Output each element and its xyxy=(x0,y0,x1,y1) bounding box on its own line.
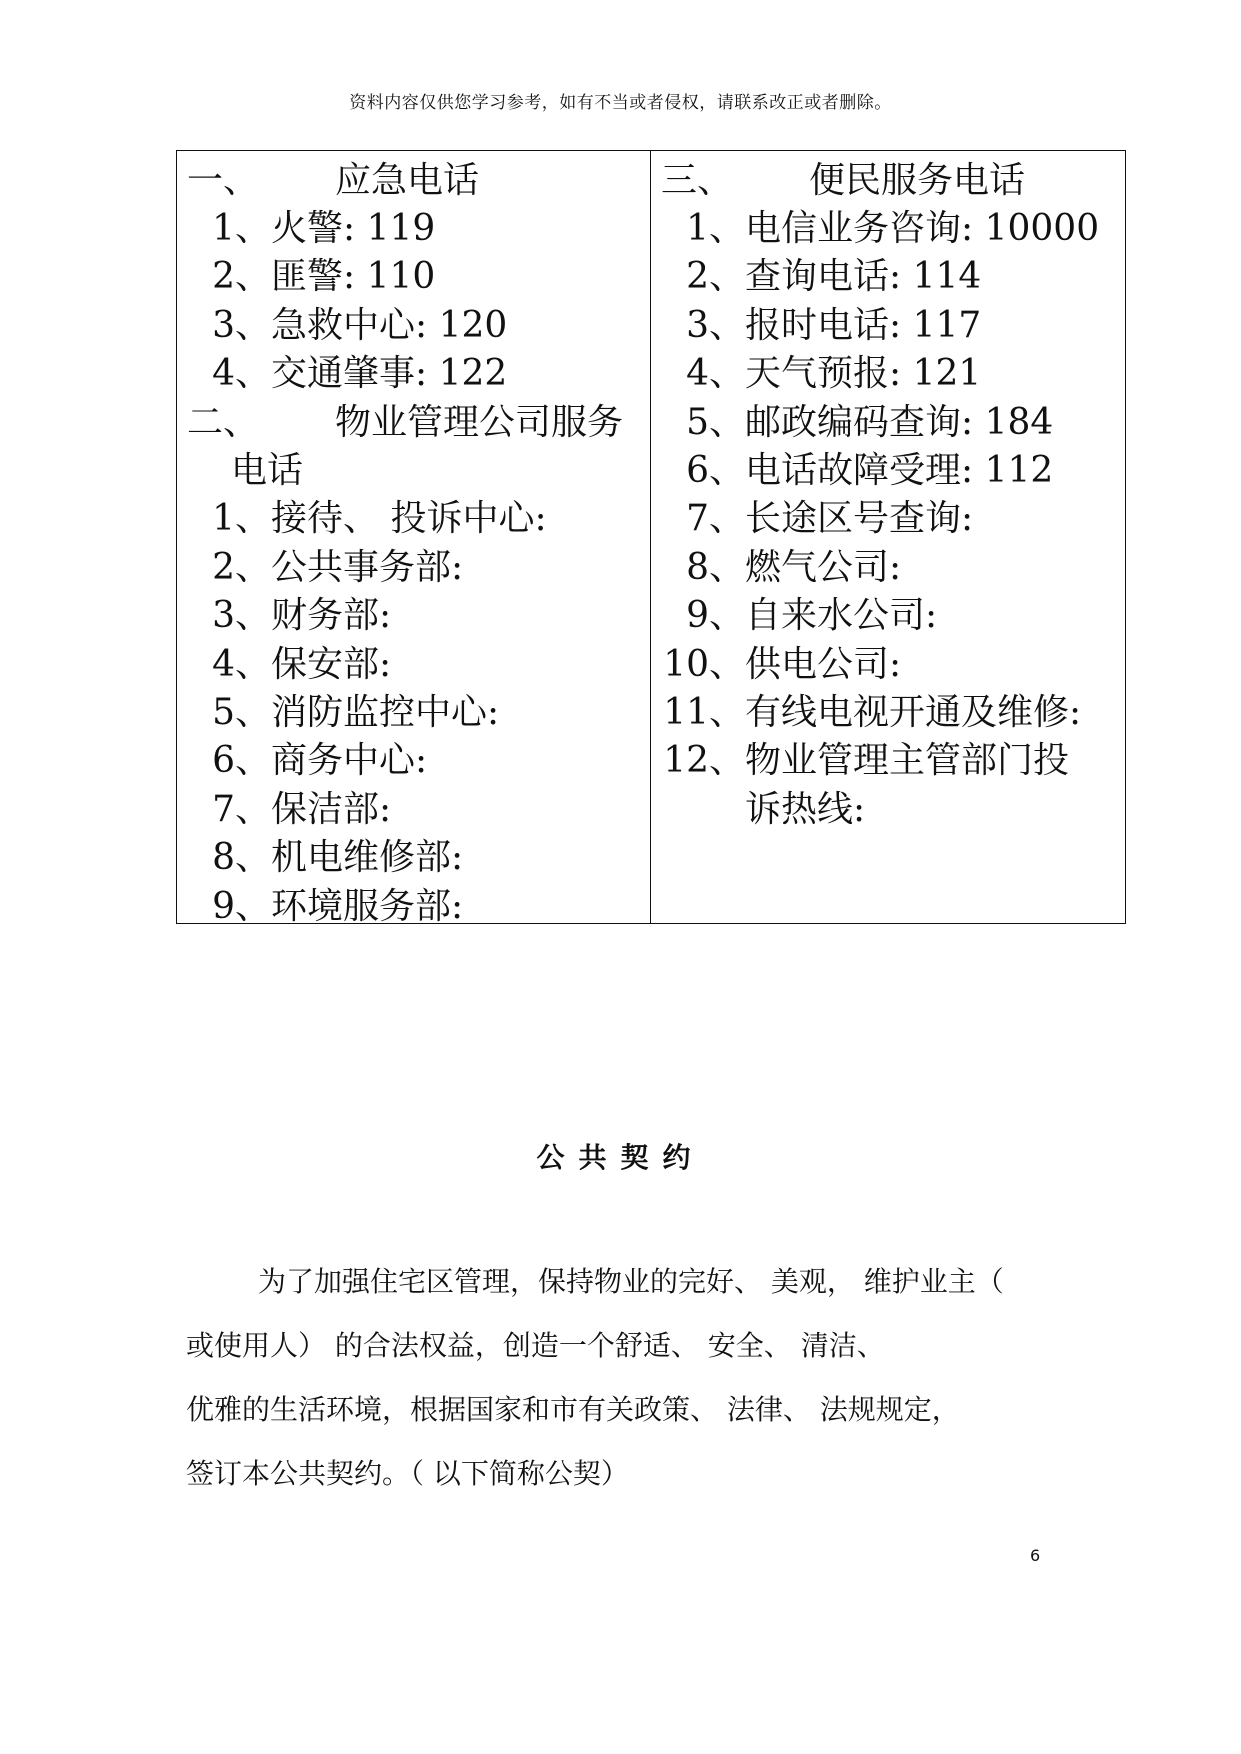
item-text: 匪警: 110 xyxy=(271,256,436,298)
item-text-cont: 诉热线: xyxy=(745,788,866,830)
section-heading-public-services xyxy=(651,153,1125,201)
item-number: 9、 xyxy=(212,885,271,927)
item-text: 天气预报: 121 xyxy=(745,353,982,395)
item-text: 急救中心: 120 xyxy=(271,304,508,346)
item-number: 4、 xyxy=(212,643,271,685)
item-number: 2、 xyxy=(212,256,271,298)
item-text: 有线电视开通及维修: xyxy=(745,692,1082,733)
list-item xyxy=(651,201,1125,249)
item-text: 财务部: xyxy=(271,595,392,637)
item-number: 7、 xyxy=(212,788,271,830)
phone-directory-table xyxy=(176,150,1126,927)
list-item xyxy=(651,298,1125,346)
item-number: 6、 xyxy=(212,740,271,782)
item-number: 5、 xyxy=(212,692,271,733)
list-item xyxy=(651,540,1125,588)
item-number: 9、 xyxy=(686,595,745,637)
item-text: 物业管理主管部门投 xyxy=(745,740,1070,782)
item-number: 8、 xyxy=(212,837,271,879)
item-text: 交通肇事: 122 xyxy=(271,353,508,395)
list-item xyxy=(177,540,650,588)
list-item xyxy=(177,685,650,733)
list-item xyxy=(651,250,1125,298)
item-number: 3、 xyxy=(212,304,271,346)
list-item xyxy=(651,347,1125,395)
item-number: 10、 xyxy=(663,643,745,685)
item-number: 11、 xyxy=(663,692,745,733)
list-item xyxy=(651,395,1125,443)
item-text: 查询电话: 114 xyxy=(745,256,982,298)
list-item xyxy=(177,201,650,249)
item-text: 环境服务部: xyxy=(271,885,464,927)
paragraph-line: 为了加强住宅区管理，保持物业的完好、 美观， 维护业主（ xyxy=(258,1265,1004,1298)
list-item-continuation xyxy=(651,782,1125,830)
section-number: 一、 xyxy=(187,159,260,201)
list-item xyxy=(177,298,650,346)
item-text: 自来水公司: xyxy=(745,595,938,637)
item-text: 消防监控中心: xyxy=(271,692,500,733)
item-number: 12、 xyxy=(663,740,745,782)
item-text: 保安部: xyxy=(271,643,392,685)
item-text: 电话故障受理: 112 xyxy=(745,450,1054,492)
list-item xyxy=(651,734,1125,782)
list-item xyxy=(651,443,1125,491)
item-text: 机电维修部: xyxy=(271,837,464,879)
list-item xyxy=(177,589,650,637)
list-item xyxy=(177,347,650,395)
paragraph-line: 签订本公共契约。（ 以下简称公契） xyxy=(186,1457,629,1490)
section-title-continuation xyxy=(177,443,650,491)
list-item xyxy=(177,879,650,927)
item-text: 公共事务部: xyxy=(271,546,464,588)
item-text: 火警: 119 xyxy=(271,208,436,250)
item-text: 邮政编码查询: 184 xyxy=(745,401,1054,443)
list-item xyxy=(177,250,650,298)
item-number: 3、 xyxy=(686,304,745,346)
item-text: 接待、 投诉中心: xyxy=(271,498,547,540)
list-item xyxy=(651,685,1125,733)
item-number: 1、 xyxy=(212,208,271,250)
item-text: 供电公司: xyxy=(745,643,902,685)
item-number: 2、 xyxy=(212,546,271,588)
list-item xyxy=(177,492,650,540)
item-number: 1、 xyxy=(686,208,745,250)
section-heading-emergency xyxy=(177,153,650,201)
section-number: 三、 xyxy=(661,159,734,201)
item-text: 长途区号查询: xyxy=(745,498,974,540)
list-item xyxy=(651,589,1125,637)
paragraph-line: 或使用人） 的合法权益，创造一个舒适、 安全、 清洁、 xyxy=(186,1329,885,1362)
section-title: 便民服务电话 xyxy=(809,159,1026,201)
item-number: 8、 xyxy=(686,546,745,588)
item-number: 3、 xyxy=(212,595,271,637)
section-title-cont: 电话 xyxy=(231,450,304,492)
item-number: 1、 xyxy=(212,498,271,540)
table-column-left xyxy=(177,151,651,927)
section-title: 物业管理公司服务 xyxy=(335,401,624,443)
item-number: 5、 xyxy=(686,401,745,443)
list-item xyxy=(177,830,650,878)
list-item xyxy=(177,637,650,685)
list-item xyxy=(651,492,1125,540)
item-text: 报时电话: 117 xyxy=(745,304,982,346)
section-title: 应急电话 xyxy=(335,159,480,201)
item-text: 保洁部: xyxy=(271,788,392,830)
section-heading-property-services xyxy=(177,395,650,443)
paragraph-line: 优雅的生活环境，根据国家和市有关政策、 法律、 法规规定， xyxy=(186,1393,960,1426)
list-item xyxy=(651,637,1125,685)
item-number: 6、 xyxy=(686,450,745,492)
item-text: 电信业务咨询: 10000 xyxy=(745,208,1100,250)
item-number: 4、 xyxy=(686,353,745,395)
disclaimer-header: 资料内容仅供您学习参考，如有不当或者侵权，请联系改正或者删除。 xyxy=(349,93,892,113)
item-number: 7、 xyxy=(686,498,745,540)
section-number: 二、 xyxy=(187,401,260,443)
list-item xyxy=(177,734,650,782)
item-number: 2、 xyxy=(686,256,745,298)
intro-paragraph xyxy=(186,1250,1076,1506)
item-text: 商务中心: xyxy=(271,740,428,782)
list-item xyxy=(177,782,650,830)
page-number: 6 xyxy=(1030,1546,1041,1565)
item-text: 燃气公司: xyxy=(745,546,902,588)
section-title-public-contract: 公共契约 xyxy=(536,1141,705,1174)
item-number: 4、 xyxy=(212,353,271,395)
table-column-right xyxy=(651,151,1125,923)
